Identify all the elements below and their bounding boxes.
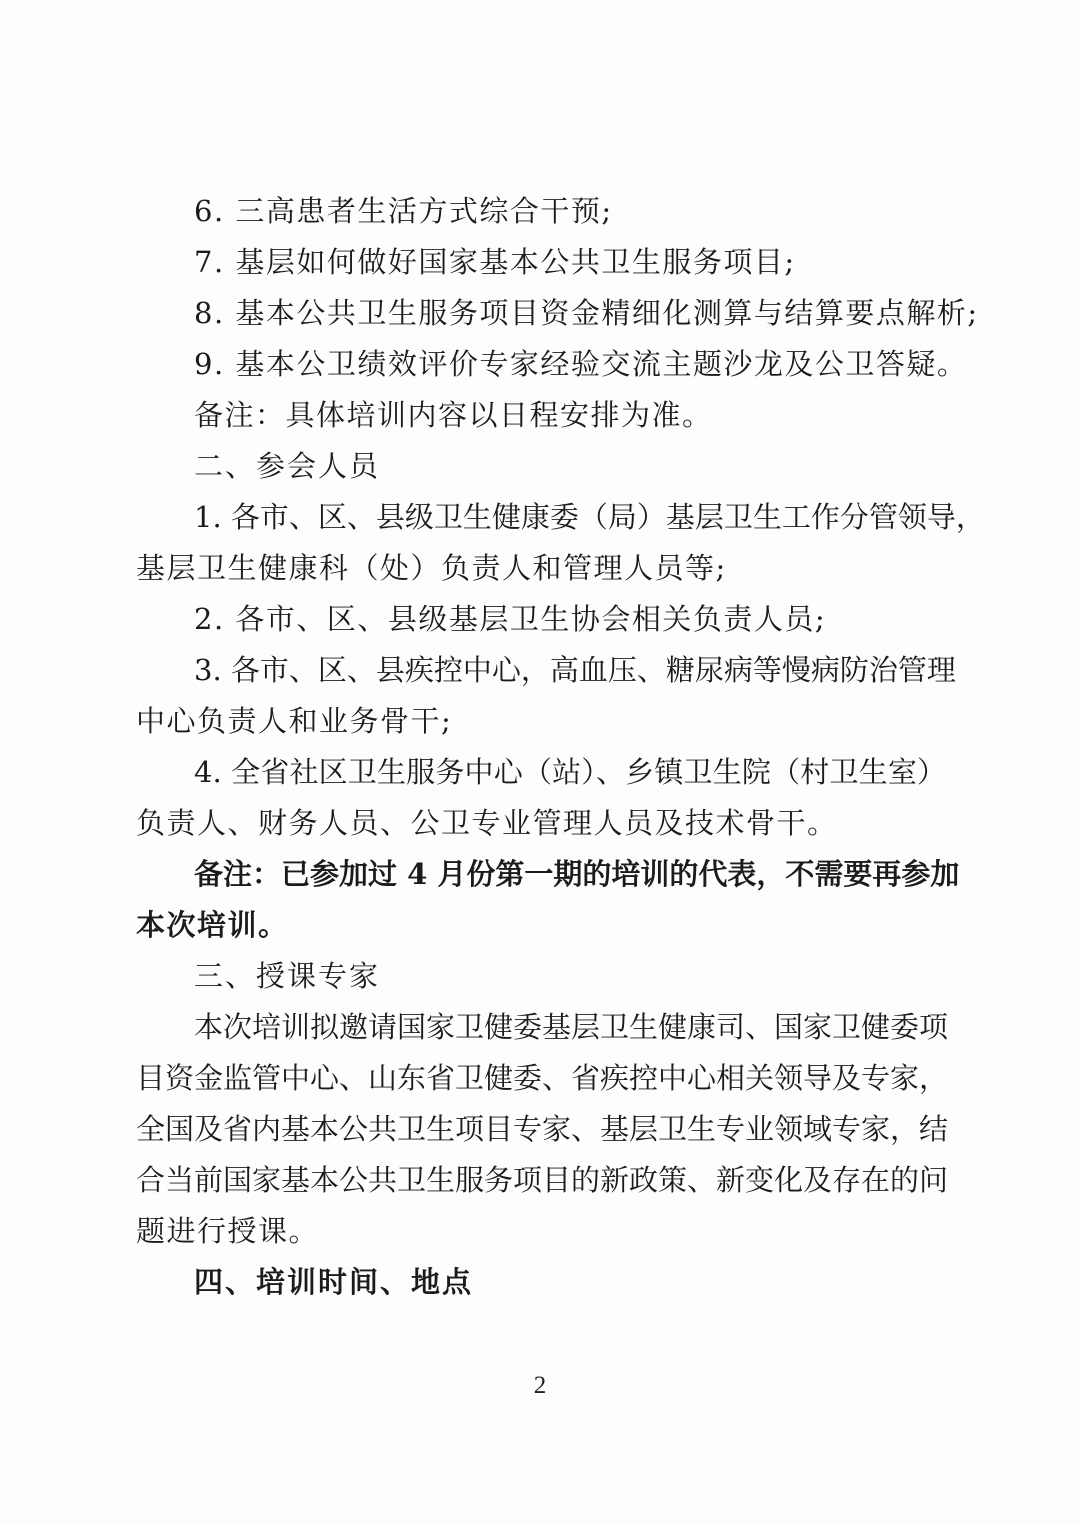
participant-item-4-line-2: 负责人、财务人员、公卫专业管理人员及技术骨干。	[136, 806, 838, 840]
list-item-9: 9. 基本公卫绩效评价专家经验交流主题沙龙及公卫答疑。	[194, 347, 968, 381]
participant-item-3-line-1: 3. 各市、区、县疾控中心，高血压、糖尿病等慢病防治管理	[194, 653, 956, 687]
page-number: 2	[533, 1372, 547, 1399]
schedule-remark: 备注：具体培训内容以日程安排为准。	[194, 398, 713, 432]
participant-item-1-line-1: 1. 各市、区、县级卫生健康委（局）基层卫生工作分管领导，	[194, 500, 985, 534]
experts-paragraph-line-2: 目资金监管中心、山东省卫健委、省疾控中心相关领导及专家，	[136, 1061, 949, 1095]
section-heading-participants: 二、参会人员	[194, 449, 381, 483]
participant-item-4-line-1: 4. 全省社区卫生服务中心（站）、乡镇卫生院（村卫生室）	[194, 755, 946, 789]
participant-item-1-line-2: 基层卫生健康科（处）负责人和管理人员等;	[136, 551, 727, 585]
list-item-7: 7. 基层如何做好国家基本公共卫生服务项目;	[194, 245, 796, 279]
participant-item-2: 2. 各市、区、县级基层卫生协会相关负责人员;	[194, 602, 827, 636]
experts-paragraph-line-1: 本次培训拟邀请国家卫健委基层卫生健康司、国家卫健委项	[194, 1010, 949, 1044]
participant-remark-line-2: 本次培训。	[136, 908, 289, 942]
experts-paragraph-line-5: 题进行授课。	[136, 1214, 320, 1248]
list-item-6: 6. 三高患者生活方式综合干预;	[194, 194, 613, 228]
participant-item-3-line-2: 中心负责人和业务骨干;	[136, 704, 453, 738]
document-body	[136, 186, 985, 1308]
participant-remark-line-1: 备注：已参加过 4 月份第一期的培训的代表，不需要再参加	[194, 857, 960, 891]
experts-paragraph-line-4: 合当前国家基本公共卫生服务项目的新政策、新变化及存在的问	[136, 1163, 949, 1197]
section-heading-experts: 三、授课专家	[194, 959, 381, 993]
section-heading-time-location: 四、培训时间、地点	[194, 1265, 474, 1299]
experts-paragraph-line-3: 全国及省内基本公共卫生项目专家、基层卫生专业领域专家，结	[136, 1112, 949, 1146]
list-item-8: 8. 基本公共卫生服务项目资金精细化测算与结算要点解析;	[194, 296, 979, 330]
